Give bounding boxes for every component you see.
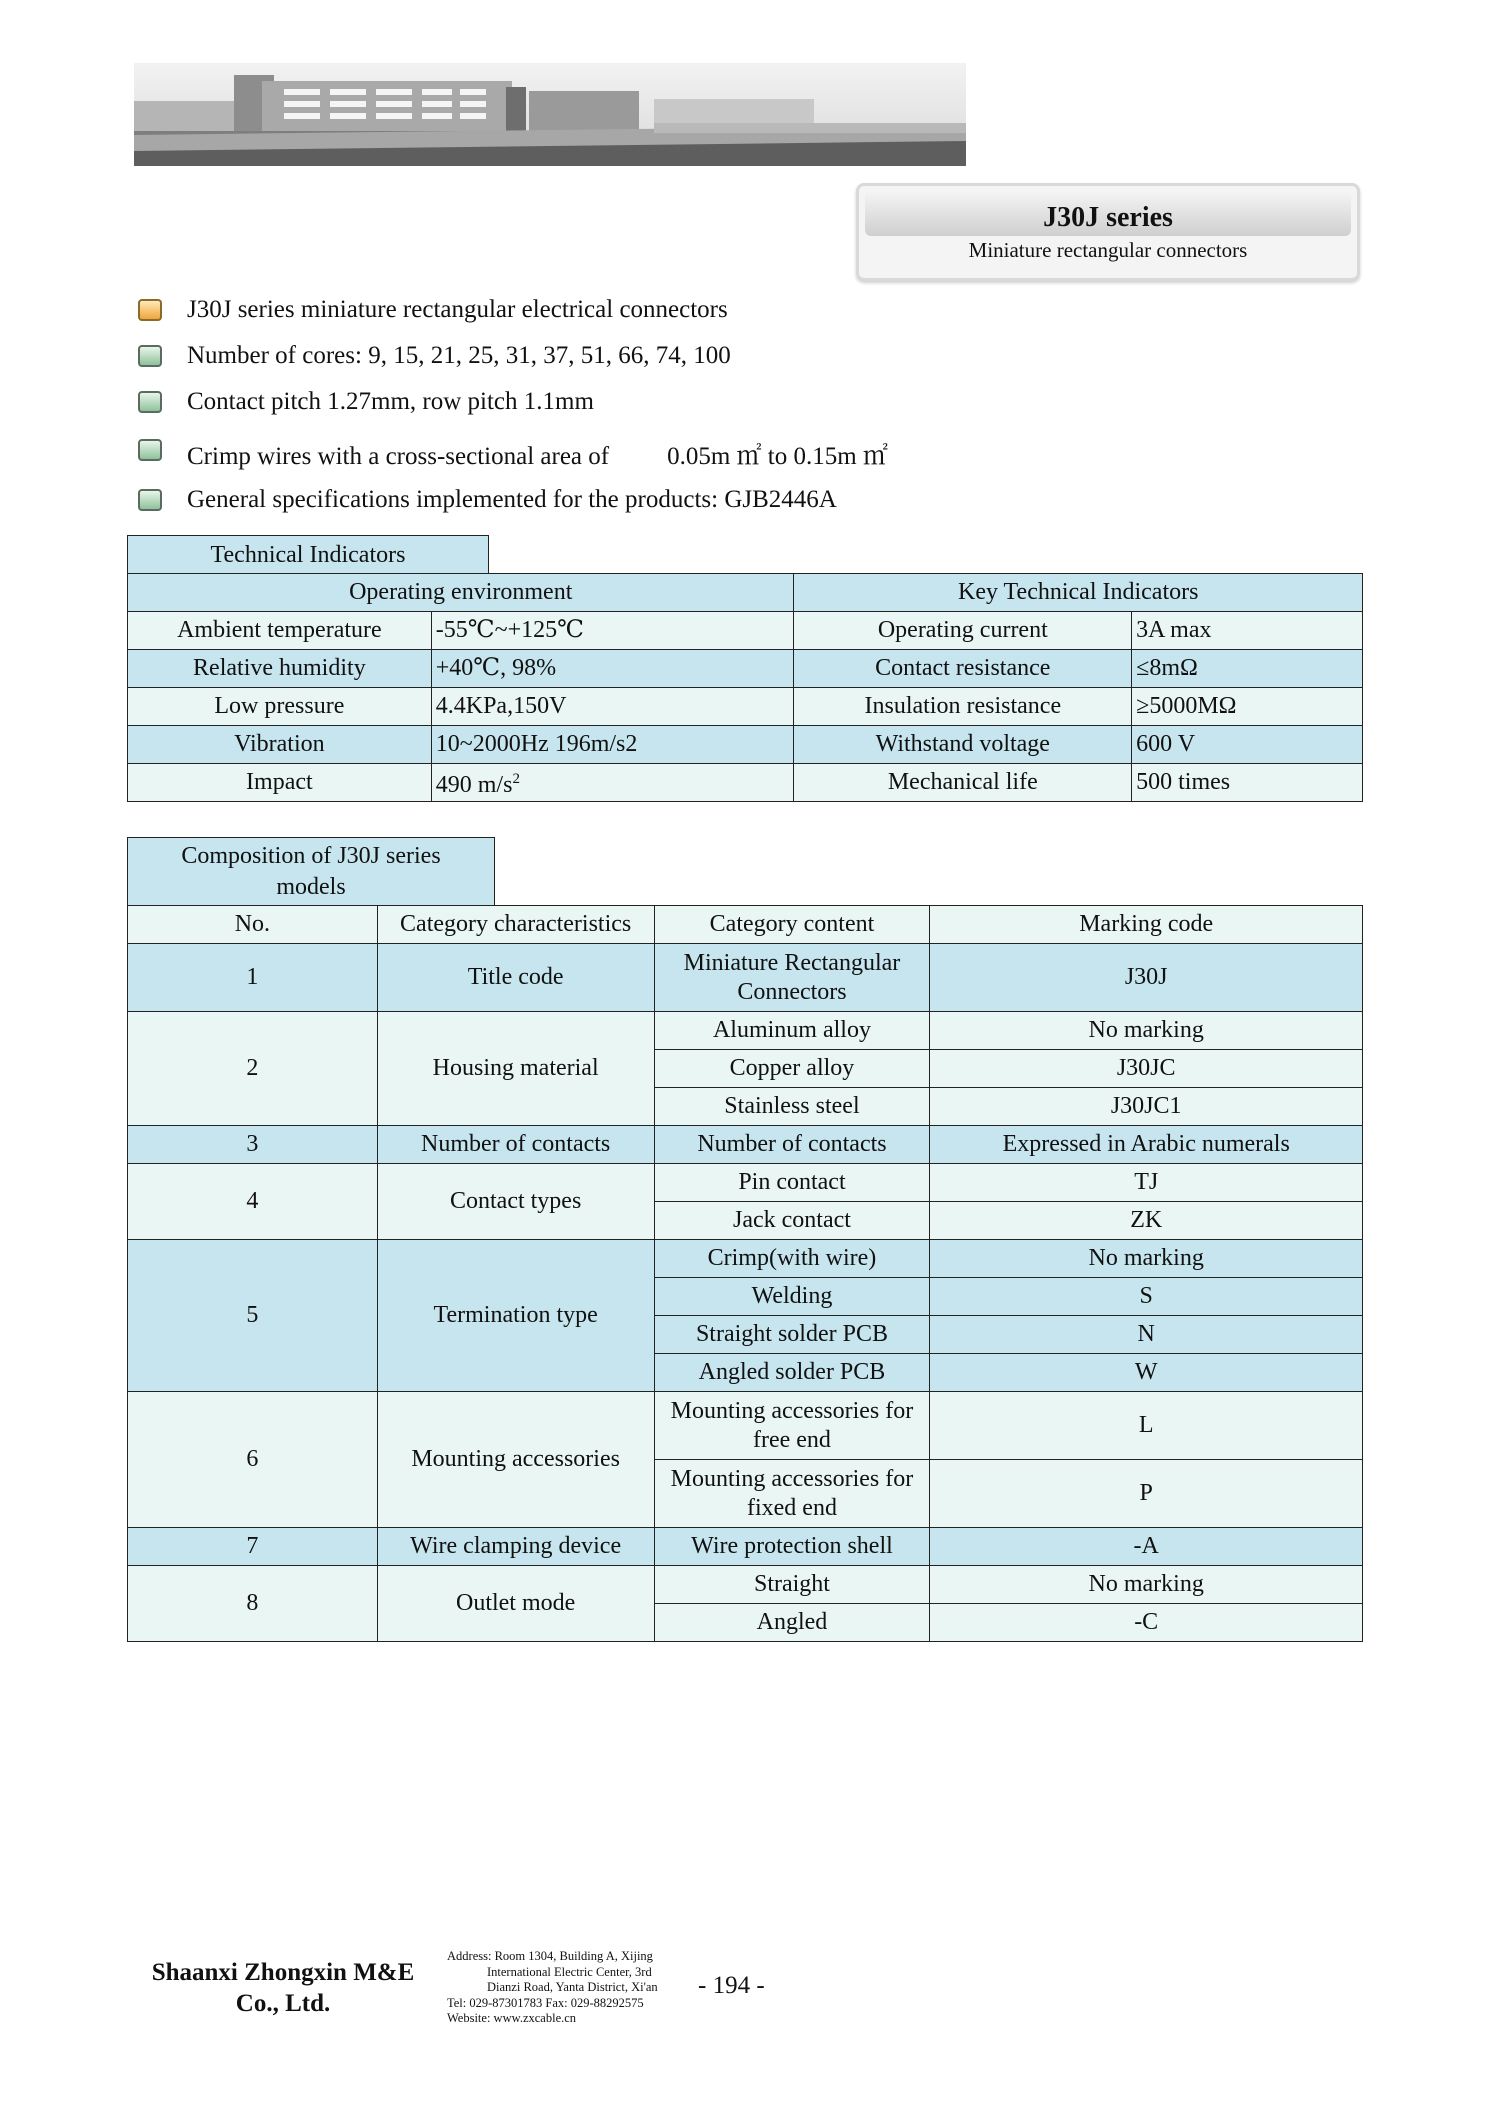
row-content: Wire protection shell xyxy=(654,1528,930,1566)
row-content: Aluminum alloy xyxy=(654,1012,930,1050)
row-no: 1 xyxy=(128,944,378,1012)
page-number: - 194 - xyxy=(698,1972,765,1999)
key-value: 3A max xyxy=(1132,612,1363,650)
key-value: ≥5000MΩ xyxy=(1132,688,1363,726)
row-marking: L xyxy=(930,1392,1363,1460)
operating-environment-header: Operating environment xyxy=(128,574,794,612)
row-content: Copper alloy xyxy=(654,1050,930,1088)
row-content: Straight solder PCB xyxy=(654,1316,930,1354)
row-marking: W xyxy=(930,1354,1363,1392)
row-content: Welding xyxy=(654,1278,930,1316)
row-no: 6 xyxy=(128,1392,378,1528)
row-marking: J30JC1 xyxy=(930,1088,1363,1126)
env-name: Relative humidity xyxy=(128,650,432,688)
table-row xyxy=(128,764,1363,802)
row-content: Mounting accessories for free end xyxy=(654,1392,930,1460)
key-value: ≤8mΩ xyxy=(1132,650,1363,688)
row-category: Number of contacts xyxy=(377,1126,654,1164)
table-row xyxy=(128,944,1363,1012)
key-value: 600 V xyxy=(1132,726,1363,764)
address-line3: Dianzi Road, Yanta District, Xi'an xyxy=(487,1980,658,1994)
bullet-text: J30J series miniature rectangular electrical connectors xyxy=(187,296,728,323)
table-row xyxy=(128,1012,1363,1050)
env-value: -55℃~+125℃ xyxy=(431,612,794,650)
row-marking: No marking xyxy=(930,1012,1363,1050)
row-content: Mounting accessories for fixed end xyxy=(654,1460,930,1528)
row-content: Angled solder PCB xyxy=(654,1354,930,1392)
footer-address-block xyxy=(447,1949,658,2027)
row-content: Pin contact xyxy=(654,1164,930,1202)
key-name: Mechanical life xyxy=(794,764,1132,802)
address-line1: Address: Room 1304, Building A, Xijing xyxy=(447,1949,653,1963)
row-content: Crimp(with wire) xyxy=(654,1240,930,1278)
col-header-no: No. xyxy=(128,906,378,944)
key-indicators-header: Key Technical Indicators xyxy=(794,574,1363,612)
series-title: J30J series xyxy=(1043,202,1173,233)
row-marking: -C xyxy=(930,1604,1363,1642)
composition-label xyxy=(127,837,495,905)
composition-label-line1: Composition of J30J series xyxy=(181,843,441,869)
col-header-marking: Marking code xyxy=(930,906,1363,944)
row-marking: J30J xyxy=(930,944,1363,1012)
bullet-text: General specifications implemented for the products: GJB2446A xyxy=(187,486,837,513)
bullet-text: Crimp wires with a cross-sectional area of xyxy=(187,443,610,470)
row-marking: Expressed in Arabic numerals xyxy=(930,1126,1363,1164)
bullet-text: Contact pitch 1.27mm, row pitch 1.1mm xyxy=(187,388,594,415)
impact-value: 490 m/s xyxy=(435,772,513,798)
green-square-bullet-icon xyxy=(138,439,162,461)
bullet-text: Number of cores: 9, 15, 21, 25, 31, 37, 51, 66, 74, 100 xyxy=(187,342,731,369)
row-category: Title code xyxy=(377,944,654,1012)
table-row xyxy=(128,612,1363,650)
row-no: 8 xyxy=(128,1566,378,1642)
composition-table xyxy=(127,905,1363,1642)
technical-indicators-table xyxy=(127,573,1363,802)
website: Website: www.zxcable.cn xyxy=(447,2011,577,2025)
row-category: Housing material xyxy=(377,1012,654,1126)
row-category: Wire clamping device xyxy=(377,1528,654,1566)
row-content: Stainless steel xyxy=(654,1088,930,1126)
env-value: +40℃, 98% xyxy=(431,650,794,688)
row-category: Outlet mode xyxy=(377,1566,654,1642)
row-content: Straight xyxy=(654,1566,930,1604)
key-name: Withstand voltage xyxy=(794,726,1132,764)
green-square-bullet-icon xyxy=(138,391,162,413)
composition-label-line2: models xyxy=(276,874,346,900)
key-name: Insulation resistance xyxy=(794,688,1132,726)
env-value: 4.4KPa,150V xyxy=(431,688,794,726)
env-name: Ambient temperature xyxy=(128,612,432,650)
address-line2: International Electric Center, 3rd xyxy=(487,1964,652,1979)
row-marking: No marking xyxy=(930,1566,1363,1604)
row-category: Mounting accessories xyxy=(377,1392,654,1528)
row-category: Contact types xyxy=(377,1164,654,1240)
table-row xyxy=(128,688,1363,726)
row-marking: P xyxy=(930,1460,1363,1528)
cross-section-range: 0.05m ㎡ to 0.15m ㎡ xyxy=(667,443,888,470)
impact-exponent: 2 xyxy=(512,771,520,787)
technical-indicators-label: Technical Indicators xyxy=(127,535,489,574)
row-no: 5 xyxy=(128,1240,378,1392)
row-content: Jack contact xyxy=(654,1202,930,1240)
row-marking: ZK xyxy=(930,1202,1363,1240)
key-name: Contact resistance xyxy=(794,650,1132,688)
table-row xyxy=(128,1164,1363,1202)
row-marking: -A xyxy=(930,1528,1363,1566)
env-value xyxy=(431,764,794,802)
env-value: 10~2000Hz 196m/s2 xyxy=(431,726,794,764)
row-no: 3 xyxy=(128,1126,378,1164)
table-row xyxy=(128,726,1363,764)
company-line2: Co., Ltd. xyxy=(235,1990,331,2017)
row-content: Angled xyxy=(654,1604,930,1642)
row-category: Termination type xyxy=(377,1240,654,1392)
key-value: 500 times xyxy=(1132,764,1363,802)
table-row xyxy=(128,1566,1363,1604)
row-no: 2 xyxy=(128,1012,378,1126)
env-name: Low pressure xyxy=(128,688,432,726)
bullet-text-line xyxy=(187,436,888,472)
env-name: Vibration xyxy=(128,726,432,764)
table-row xyxy=(128,1528,1363,1566)
row-marking: S xyxy=(930,1278,1363,1316)
table-row xyxy=(128,1126,1363,1164)
series-title-box xyxy=(856,183,1360,281)
green-square-bullet-icon xyxy=(138,345,162,367)
row-content: Miniature Rectangular Connectors xyxy=(654,944,930,1012)
key-name: Operating current xyxy=(794,612,1132,650)
row-marking: TJ xyxy=(930,1164,1363,1202)
table-row xyxy=(128,1240,1363,1278)
col-header-content: Category content xyxy=(654,906,930,944)
row-marking: No marking xyxy=(930,1240,1363,1278)
row-marking: N xyxy=(930,1316,1363,1354)
env-name: Impact xyxy=(128,764,432,802)
company-line1: Shaanxi Zhongxin M&E xyxy=(151,1959,415,1986)
row-no: 7 xyxy=(128,1528,378,1566)
footer-company-name xyxy=(138,1957,428,2019)
tel-fax: Tel: 029-87301783 Fax: 029-88292575 xyxy=(447,1995,644,2010)
table-row xyxy=(128,650,1363,688)
col-header-category: Category characteristics xyxy=(377,906,654,944)
table-header-row xyxy=(128,906,1363,944)
series-subtitle: Miniature rectangular connectors xyxy=(968,238,1248,262)
table-row xyxy=(128,1392,1363,1460)
table-header-row xyxy=(128,574,1363,612)
orange-square-bullet-icon xyxy=(138,299,162,321)
row-content: Number of contacts xyxy=(654,1126,930,1164)
row-no: 4 xyxy=(128,1164,378,1240)
green-square-bullet-icon xyxy=(138,489,162,511)
header-banner-image xyxy=(134,63,966,166)
row-marking: J30JC xyxy=(930,1050,1363,1088)
